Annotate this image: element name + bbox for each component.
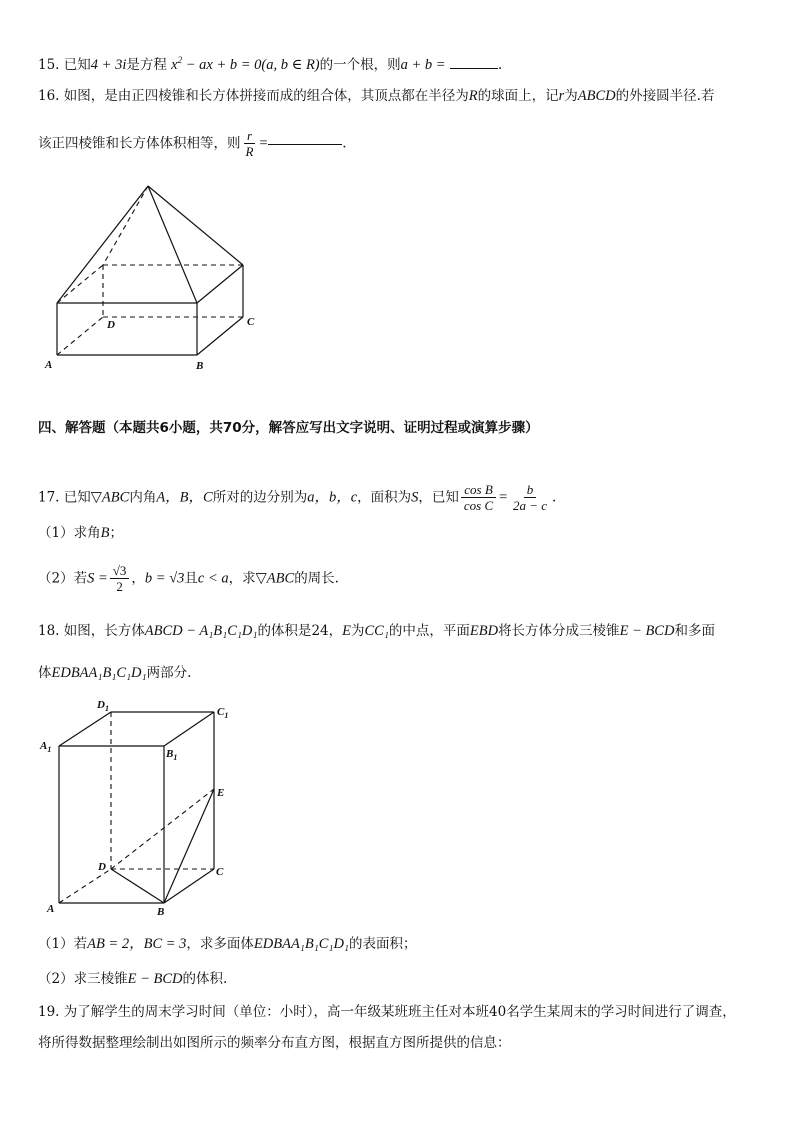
- ratio-fraction: $\frac{r}{R}$: [245, 128, 254, 159]
- q15: 15. 已知4 + 3i是方程 $x^2$ − ax + b = 0(a, b ∈ R)的一个根，则a + b = .: [38, 55, 503, 73]
- area-fraction: $\frac{√3}{2}$: [110, 563, 130, 594]
- vertex-c-label: C: [247, 316, 255, 328]
- vertex-a1-label: $A_1$: [40, 740, 52, 754]
- q19-line2: 将所得数据整理绘制出如图所示的频率分布直方图，根据直方图所提供的信息：: [38, 1035, 511, 1051]
- q16-line1: 16. 如图，是由正四棱锥和长方体拼接而成的组合体，其顶点都在半径为R的球面上，记r为ABCD的外接圆半径.若: [38, 88, 715, 104]
- vertex-b1-label: $B_1$: [166, 748, 178, 762]
- vertex-d1-label: $D_1$: [97, 699, 109, 713]
- vertex-b-label: B: [196, 360, 204, 372]
- q16-line2: 该正四棱锥和长方体体积相等，则 $\frac{r}{R}$ = .: [38, 128, 347, 159]
- vertex-e-label: E: [217, 787, 225, 799]
- q18-part1: （1）若AB = 2，BC = 3，求多面体EDBAA₁B₁C₁D₁的表面积；: [38, 936, 417, 952]
- q15-equation: $x^2$ − ax + b = 0(a, b ∈ R): [171, 55, 320, 73]
- cos-ratio-fraction: $\frac{\text{cos B}}{\text{cos C}}$: [461, 482, 496, 513]
- q19-line1: 19. 为了解学生的周末学习时间（单位：小时），高一年级某班班主任对本班40名学生某周末的学习时间进行了调查，: [38, 1004, 736, 1020]
- vertex-b-label: B: [157, 906, 165, 918]
- vertex-a-label: A: [47, 903, 55, 915]
- vertex-d-label: D: [107, 319, 115, 331]
- vertex-c1-label: $C_1$: [217, 706, 229, 720]
- q18-line2: 体EDBAA₁B₁C₁D₁两部分.: [38, 665, 192, 681]
- vertex-a-label: A: [45, 359, 53, 371]
- q17-part2: （2）若S = $\frac{√3}{2}$ ，b = √3且c < a，求▽ABC的周长.: [38, 563, 339, 594]
- q18-line1: 18. 如图，长方体ABCD − A₁B₁C₁D₁的体积是24，E为CC₁的中点，平面EBD将长方体分成三棱锥E − BCD和多面: [38, 623, 715, 639]
- vertex-d-label: D: [98, 861, 106, 873]
- q18-part2: （2）求三棱锥E − BCD的体积.: [38, 971, 228, 987]
- vertex-c-label: C: [216, 866, 224, 878]
- q17-part1: （1）求角B；: [38, 525, 123, 541]
- q17-line1: 17. 已知▽ABC内角A，B，C所对的边分别为a，b，c，面积为S，已知 $\frac{\text{cos B}}{\text{cos C}}$ = $\frac{b}{2a - c}$ .: [38, 482, 557, 513]
- section-title: 四、解答题（本题共6小题，共70分，解答应写出文字说明、证明过程或演算步骤）: [38, 420, 539, 436]
- side-ratio-fraction: $\frac{b}{2a - c}$: [512, 482, 547, 513]
